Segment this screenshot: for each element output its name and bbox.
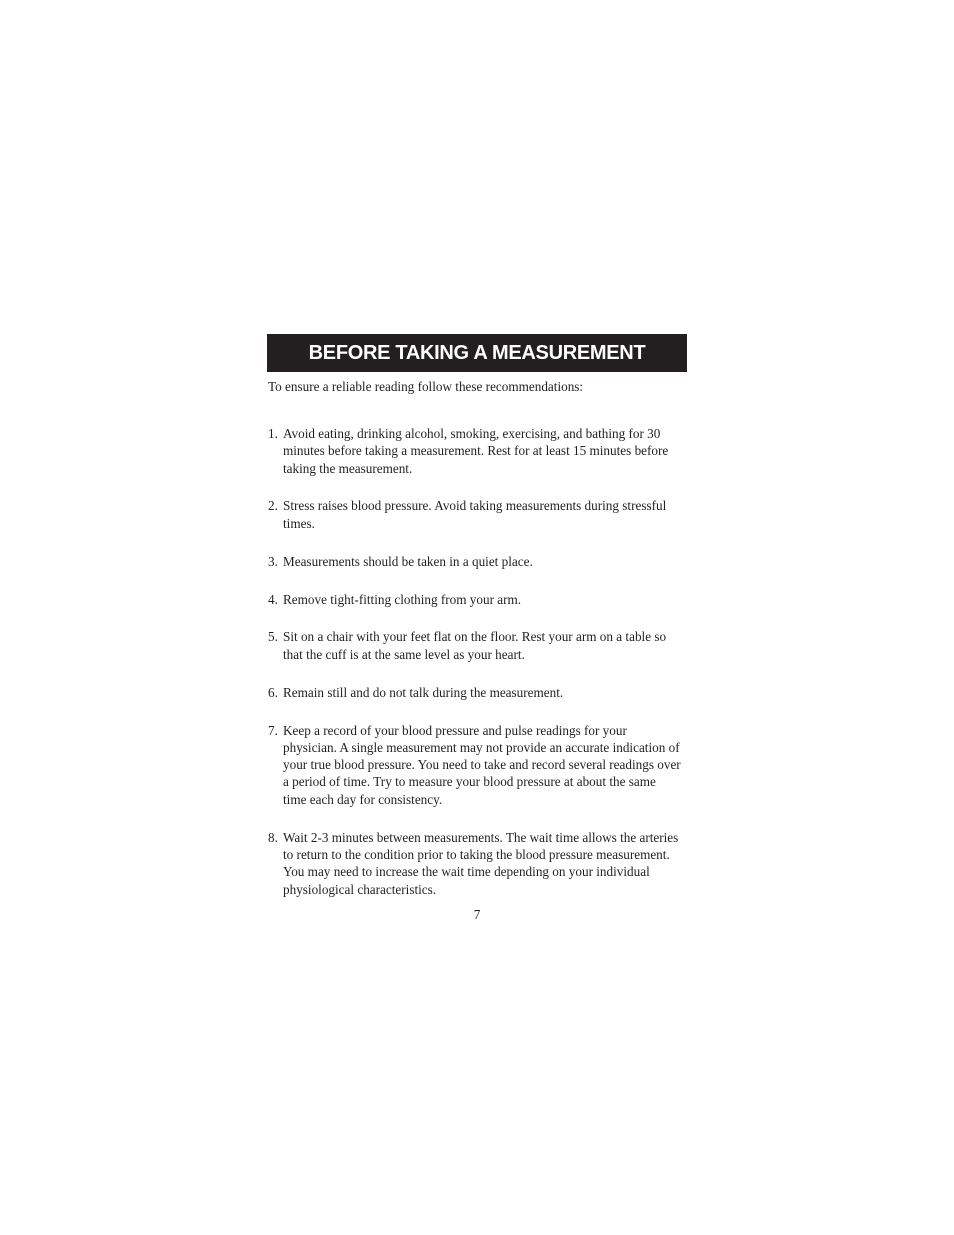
item-number: 7. bbox=[268, 722, 278, 738]
item-text: Keep a record of your blood pressure and pulse readings for your physician. A single measurement may not provide an accurate indication of your true blood pressure. You need to take and record several readings over a period of time. Try to measure your blood pressure at about the same time each day for consistency. bbox=[283, 722, 681, 807]
recommendations-list bbox=[267, 425, 687, 898]
intro-text: To ensure a reliable reading follow these recommendations: bbox=[268, 379, 584, 394]
item-number: 2. bbox=[268, 498, 278, 514]
list-item bbox=[267, 591, 687, 608]
item-text: Wait 2-3 minutes between measurements. The wait time allows the arteries to return to the condition prior to taking the blood pressure measurement. You may need to increase the wait time depending on your individual physiological characteristics. bbox=[283, 829, 679, 897]
section-banner bbox=[267, 334, 687, 372]
item-text: Remain still and do not talk during the measurement. bbox=[283, 684, 564, 700]
item-text: Sit on a chair with your feet flat on the floor. Rest your arm on a table so that the cuff is at the same level as your heart. bbox=[283, 629, 667, 662]
item-number: 1. bbox=[268, 426, 278, 441]
section-heading: BEFORE TAKING A MEASUREMENT bbox=[308, 341, 646, 364]
item-text: Avoid eating, drinking alcohol, smoking, exercising, and bathing for 30 minutes before taking a measurement. Rest for at least 15 minutes before taking the measurement. bbox=[283, 426, 669, 476]
page-number: 7 bbox=[473, 907, 481, 922]
list-item bbox=[267, 684, 687, 701]
list-item bbox=[267, 722, 687, 808]
item-number: 5. bbox=[268, 629, 278, 645]
item-number: 4. bbox=[268, 591, 278, 607]
item-number: 3. bbox=[268, 553, 278, 569]
list-item bbox=[267, 628, 687, 663]
item-text: Remove tight-fitting clothing from your arm. bbox=[283, 591, 522, 607]
item-text: Stress raises blood pressure. Avoid taking measurements during stressful times. bbox=[283, 498, 667, 531]
item-number: 8. bbox=[268, 829, 278, 845]
list-item bbox=[267, 425, 687, 477]
item-number: 6. bbox=[268, 684, 278, 700]
list-item bbox=[267, 497, 687, 532]
item-text: Measurements should be taken in a quiet place. bbox=[283, 553, 533, 569]
instructions-page bbox=[267, 334, 687, 918]
list-item bbox=[267, 829, 687, 898]
list-item bbox=[267, 553, 687, 570]
